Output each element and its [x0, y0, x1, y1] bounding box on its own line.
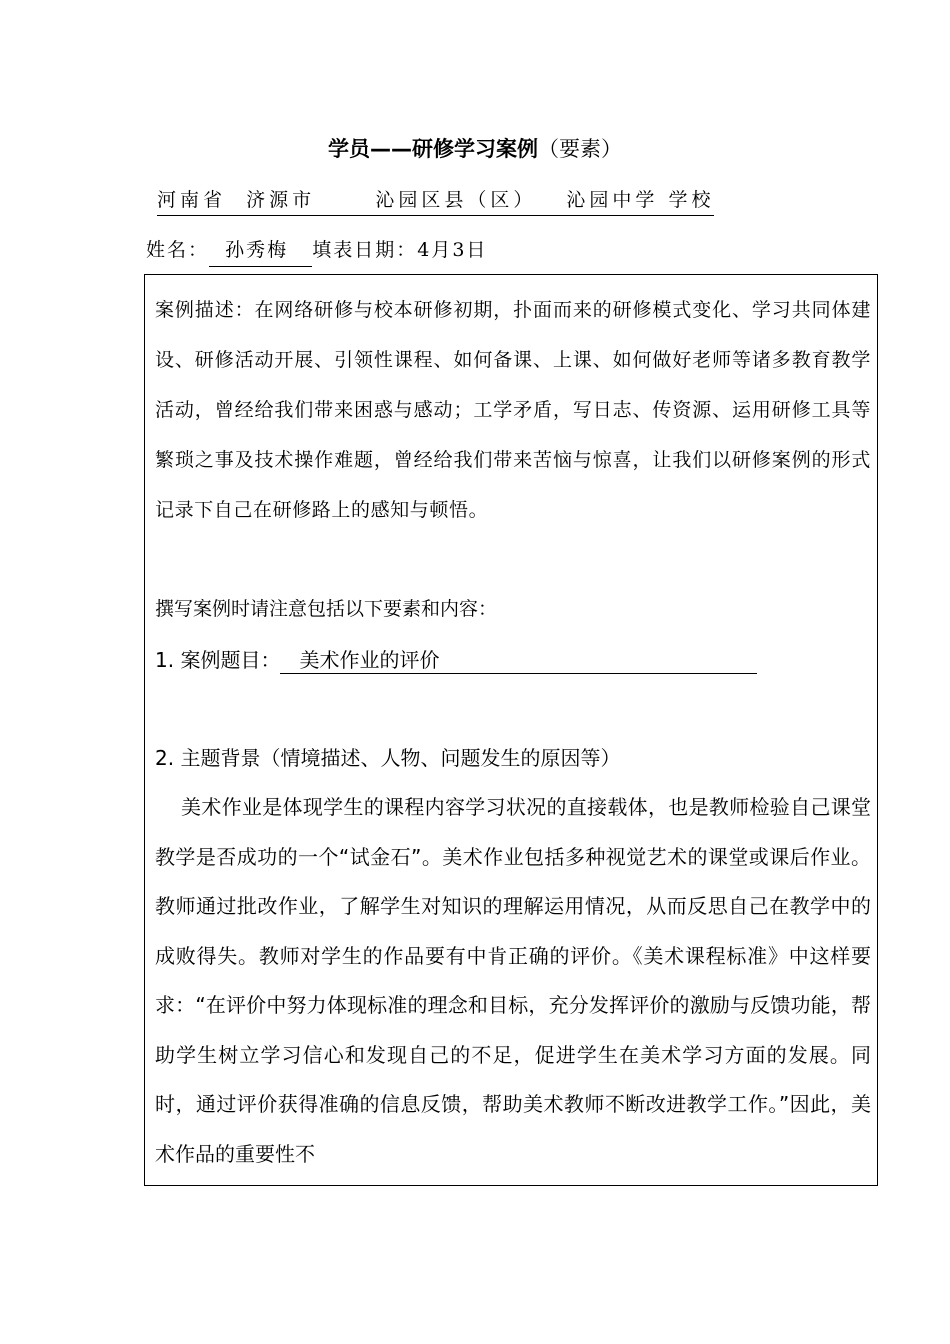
case-box [144, 274, 878, 1186]
case-title-item [155, 635, 757, 685]
title-sub: （要素） [538, 137, 622, 161]
background-paragraph: 美术作业是体现学生的课程内容学习状况的直接载体，也是教师检验自己课堂教学是否成功的一个“试金石”。美术作业包括多种视觉艺术的课堂或课后作业。教师通过批改作业，了解学生对知识的理解运用情况，从而反思自己在教学中的成败得失。教师对学生的作品要有中肯正确的评价。《美术课程标准》中这样要求：“在评价中努力体现标准的理念和目标，充分发挥评价的激励与反馈功能，帮助学生树立学习信心和发现自己的不足，促进学生在美术学习方面的发展。同时，通过评价获得准确的信息反馈，帮助美术教师不断改进教学工作。”因此，美术作品的重要性不 [155, 795, 871, 1166]
location-line: 河南省 济源市 沁园区县（区） 沁园中学 学校 [157, 185, 714, 216]
background-heading: 2. 主题背景（情境描述、人物、问题发生的原因等） [155, 746, 621, 770]
date-value: 4月3日 [417, 239, 488, 261]
date-label: 填表日期： [312, 239, 418, 261]
writing-note: 撰写案例时请注意包括以下要素和内容： [155, 598, 498, 620]
case-title-label: 1. 案例题目： [155, 648, 281, 672]
name-label: 姓名： [146, 239, 210, 261]
case-description: 案例描述：在网络研修与校本研修初期，扑面而来的研修模式变化、学习共同体建设、研修活动开展、引领性课程、如何备课、上课、如何做好老师等诸多教育教学活动，曾经给我们带来困惑与感动；工学矛盾，写日志、传资源、运用研修工具等繁琐之事及技术操作难题，曾经给我们带来苦恼与惊喜，让我们以研修案例的形式记录下自己在研修路上的感知与顿悟。 [155, 299, 871, 521]
case-title-value: 美术作业的评价 [280, 648, 758, 672]
name-value: 孙秀梅 [209, 234, 312, 267]
name-row [146, 234, 487, 267]
document-title [0, 132, 950, 166]
title-main: 学员——研修学习案例 [328, 137, 538, 161]
